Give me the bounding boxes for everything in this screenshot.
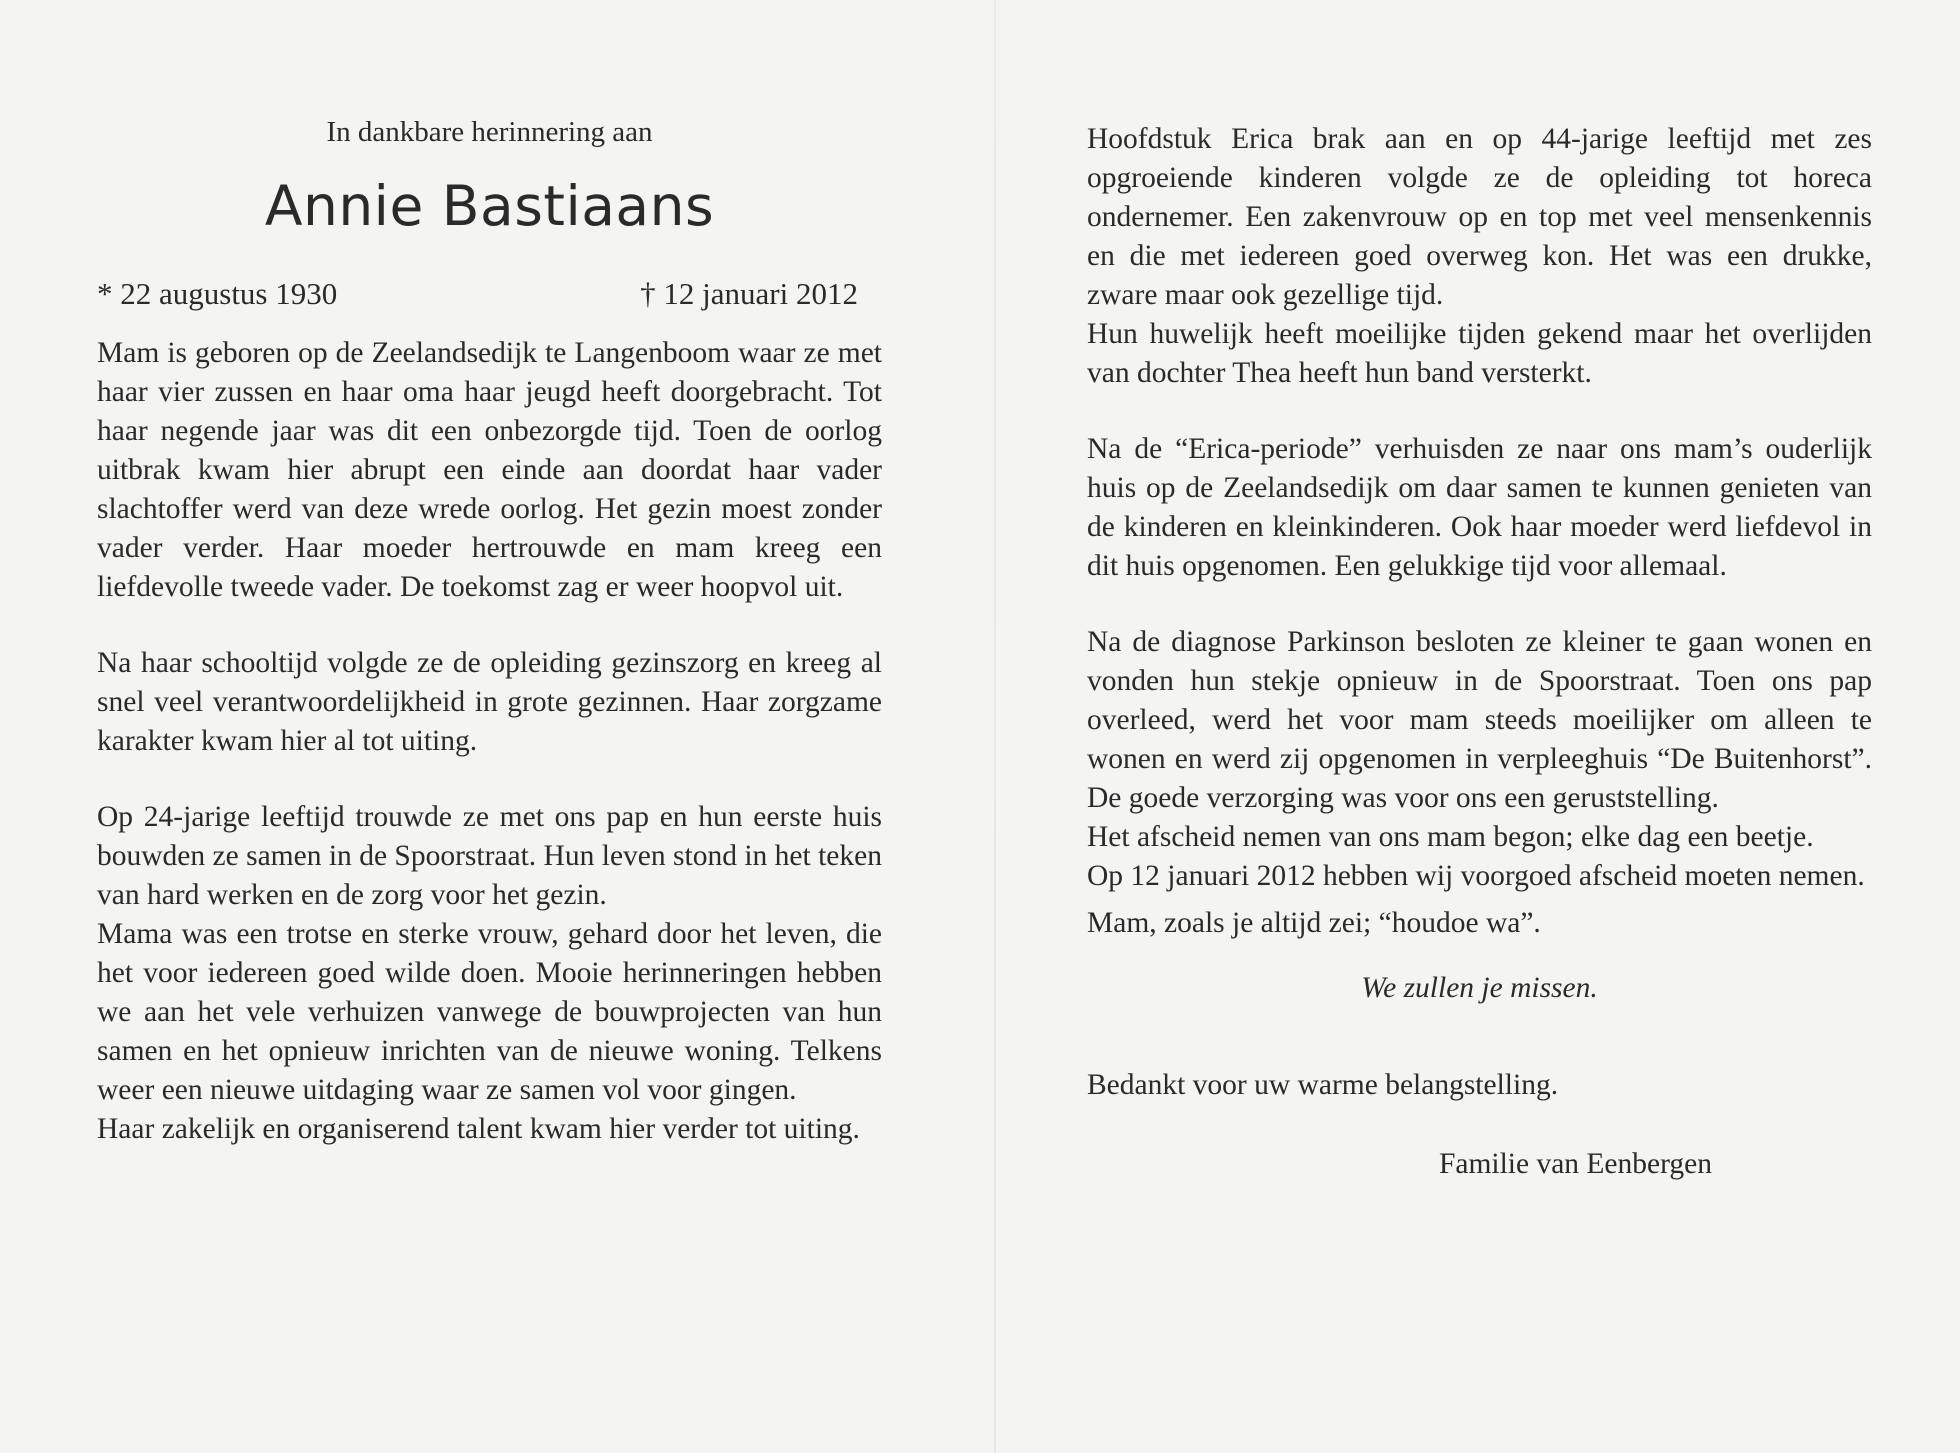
passing-paragraph: Op 12 januari 2012 hebben wij voorgoed afscheid moeten nemen. (1087, 860, 1865, 892)
marriage-hardship-paragraph: Hun huwelijk heeft moeilijke tijden gekend maar het overlijden van dochter Thea heeft hun band versterkt. (1087, 318, 1872, 389)
farewell-paragraph: Het afscheid nemen van ons mam begon; elke dag een beetje. (1087, 821, 1814, 853)
life-dates (97, 276, 882, 312)
deceased-name: Annie Bastiaans (264, 174, 715, 238)
thanks-line: Bedankt voor uw warme belangstelling. (1087, 1069, 1559, 1101)
card-fold (994, 0, 996, 1453)
marriage-paragraph: Op 24-jarige leeftijd trouwde ze met ons pap en hun eerste huis bouwden ze samen in de Spoorstraat. Hun leven stond in het teken van hard werken en de zorg voor het gezin. (97, 801, 882, 911)
right-column (1087, 120, 1872, 1184)
death-date: † 12 januari 2012 (640, 276, 858, 311)
erica-period-paragraph: Na de “Erica-periode” verhuisden ze naar ons mam’s ouderlijk huis op de Zeelandsedijk om daar samen te kunnen genieten van de kinderen en kleinkinderen. Ook haar moeder werd liefdevol in dit huis opgenomen. Een gelukkige tijd voor allemaal. (1087, 433, 1872, 582)
parkinson-paragraph: Na de diagnose Parkinson besloten ze kleiner te gaan wonen en vonden hun stekje opnieuw in de Spoorstraat. Toen ons pap overleed, werd het voor mam steeds moeilijker om alleen te wonen en werd zij opgenomen in verpleeghuis “De Buitenhorst”. De goede verzorging was voor ons een geruststelling. (1087, 626, 1872, 814)
quote-line: Mam, zoals je altijd zei; “houdoe wa”. (1087, 907, 1541, 939)
family-signature: Familie van Eenbergen (1438, 1148, 1712, 1180)
character-paragraph: Mama was een trotse en sterke vrouw, gehard door het leven, die het voor iedereen goed wilde doen. Mooie herinneringen hebben we aan het vele verhuizen vanwege de bouwprojecten van hun samen en het opnieuw inrichten van de nieuwe woning. Telkens weer een nieuwe uitdaging waar ze samen vol voor gingen. (97, 918, 882, 1106)
we-miss-you-line: We zullen je missen. (1361, 972, 1598, 1004)
talent-paragraph: Haar zakelijk en organiserend talent kwam hier verder tot uiting. (97, 1113, 860, 1145)
childhood-paragraph: Mam is geboren op de Zeelandsedijk te Langenboom waar ze met haar vier zussen en haar oma haar jeugd heeft doorgebracht. Tot haar negende jaar was dit een onbezorgde tijd. Toen de oorlog uitbrak kwam hier abrupt een einde aan doordat haar vader slachtoffer werd van deze wrede oorlog. Het gezin moest zonder vader verder. Haar moeder hertrouwde en mam kreeg een liefdevolle tweede vader. De toekomst zag er weer hoopvol uit. (97, 337, 882, 603)
birth-date: * 22 augustus 1930 (97, 276, 338, 311)
schooling-paragraph: Na haar schooltijd volgde ze de opleiding gezinszorg en kreeg al snel veel verantwoordelijkheid in grote gezinnen. Haar zorgzame karakter kwam hier al tot uiting. (97, 647, 882, 757)
left-column (97, 116, 882, 1149)
erica-paragraph: Hoofdstuk Erica brak aan en op 44-jarige leeftijd met zes opgroeiende kinderen volgde ze de opleiding tot horeca ondernemer. Een zakenvrouw op en top met veel mensenkennis en die met iedereen goed overweg kon. Het was een drukke, zware maar ook gezellige tijd. (1087, 123, 1872, 311)
intro-text: In dankbare herinnering aan (326, 116, 653, 148)
